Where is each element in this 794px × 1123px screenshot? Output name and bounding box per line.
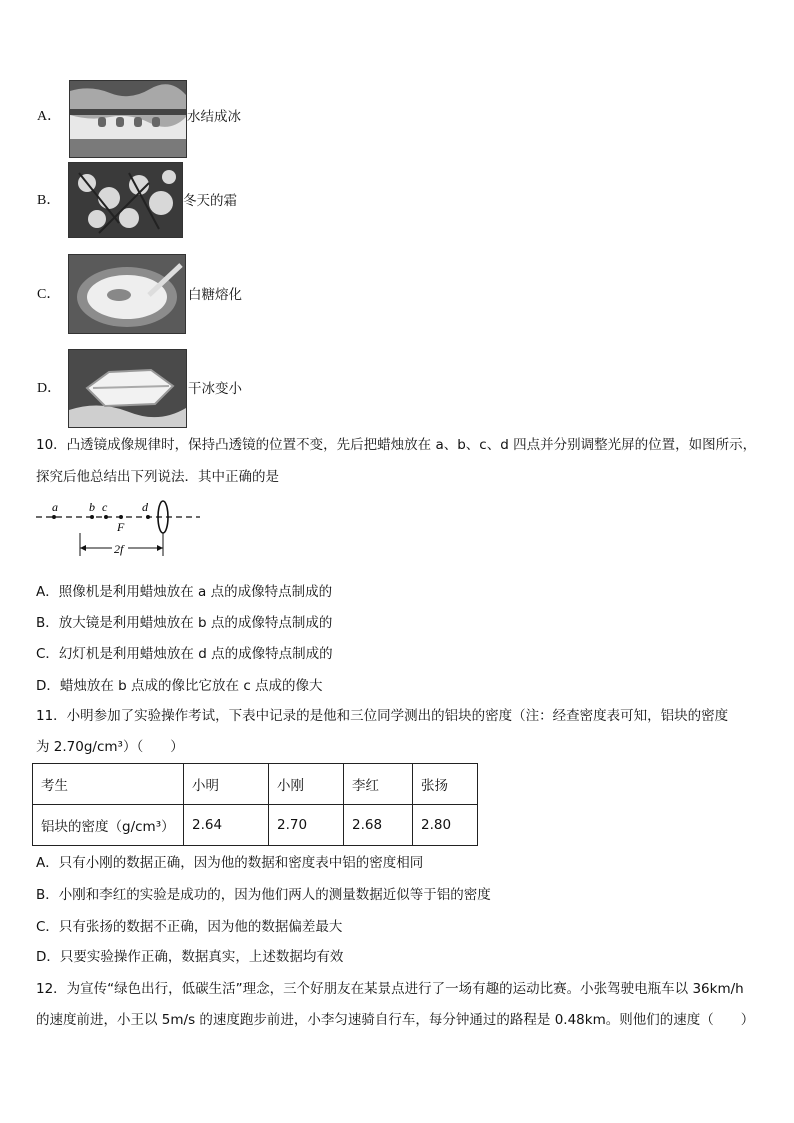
point-c-label: c (102, 500, 108, 514)
option-a-letter: A． (37, 109, 62, 124)
q10-option-a: A．照像机是利用蜡烛放在 a 点的成像特点制成的 (36, 584, 333, 600)
table-row (33, 805, 478, 846)
option-b-letter: B． (37, 193, 61, 208)
option-c-letter: C． (37, 287, 61, 302)
value-cell: 2.80 (413, 805, 478, 846)
option-b-caption: 冬天的霜 (183, 193, 237, 209)
header-cell: 张扬 (413, 764, 478, 805)
point-d-label: d (142, 500, 148, 514)
option-d-caption: 干冰变小 (188, 381, 242, 397)
option-c-caption: 白糖熔化 (188, 287, 242, 303)
focus-label: F (117, 520, 125, 534)
header-cell: 考生 (33, 764, 184, 805)
q10-option-b: B．放大镜是利用蜡烛放在 b 点的成像特点制成的 (36, 615, 333, 631)
point-b-label: b (89, 500, 95, 514)
q11-option-d: D．只要实验操作正确，数据真实，上述数据均有效 (36, 949, 344, 965)
q10-stem-line1: 10．凸透镜成像规律时，保持凸透镜的位置不变，先后把蜡烛放在 a、b、c、d 四点并分别调整光屏的位置，如图所示， (36, 437, 757, 453)
option-a-caption: 水结成冰 (187, 109, 241, 125)
header-cell: 小刚 (269, 764, 344, 805)
ice-photo (69, 80, 187, 158)
q12-stem-line1: 12．为宣传“绿色出行，低碳生活”理念，三个好朋友在某景点进行了一场有趣的运动比赛。小张驾驶电瓶车以 36km/h (36, 981, 744, 997)
header-cell: 小明 (184, 764, 269, 805)
q11-option-c: C．只有张扬的数据不正确，因为他的数据偏差最大 (36, 919, 343, 935)
header-cell: 李红 (344, 764, 413, 805)
q10-stem-line2: 探究后他总结出下列说法．其中正确的是 (36, 469, 279, 485)
q11-option-b: B．小刚和李红的实验是成功的，因为他们两人的测量数据近似等于铝的密度 (36, 887, 491, 903)
value-cell: 2.64 (184, 805, 269, 846)
q11-stem-line1: 11．小明参加了实验操作考试，下表中记录的是他和三位同学测出的铝块的密度（注：经查密度表可知，铝块的密度 (36, 708, 729, 724)
dry-ice-photo (68, 349, 187, 428)
lens-diagram (36, 498, 202, 560)
table-header-row (33, 764, 478, 805)
option-d-letter: D． (37, 381, 62, 396)
q12-stem-line2: 的速度前进，小王以 5m/s 的速度跑步前进，小李匀速骑自行车，每分钟通过的路程是 0.48km。则他们的速度（ ） (36, 1012, 755, 1028)
value-cell: 2.70 (269, 805, 344, 846)
q10-option-c: C．幻灯机是利用蜡烛放在 d 点的成像特点制成的 (36, 646, 333, 662)
frost-photo (68, 162, 183, 238)
value-cell: 2.68 (344, 805, 413, 846)
distance-label: 2f (114, 542, 124, 556)
row-label-cell: 铝块的密度（g/cm³） (33, 805, 184, 846)
q10-option-d: D．蜡烛放在 b 点成的像比它放在 c 点成的像大 (36, 678, 323, 694)
sugar-photo (68, 254, 186, 334)
q11-option-a: A．只有小刚的数据正确，因为他的数据和密度表中铝的密度相同 (36, 855, 424, 871)
q11-stem-line2: 为 2.70g/cm³）（ ） (36, 739, 184, 755)
density-table (32, 763, 478, 846)
point-a-label: a (52, 500, 58, 514)
